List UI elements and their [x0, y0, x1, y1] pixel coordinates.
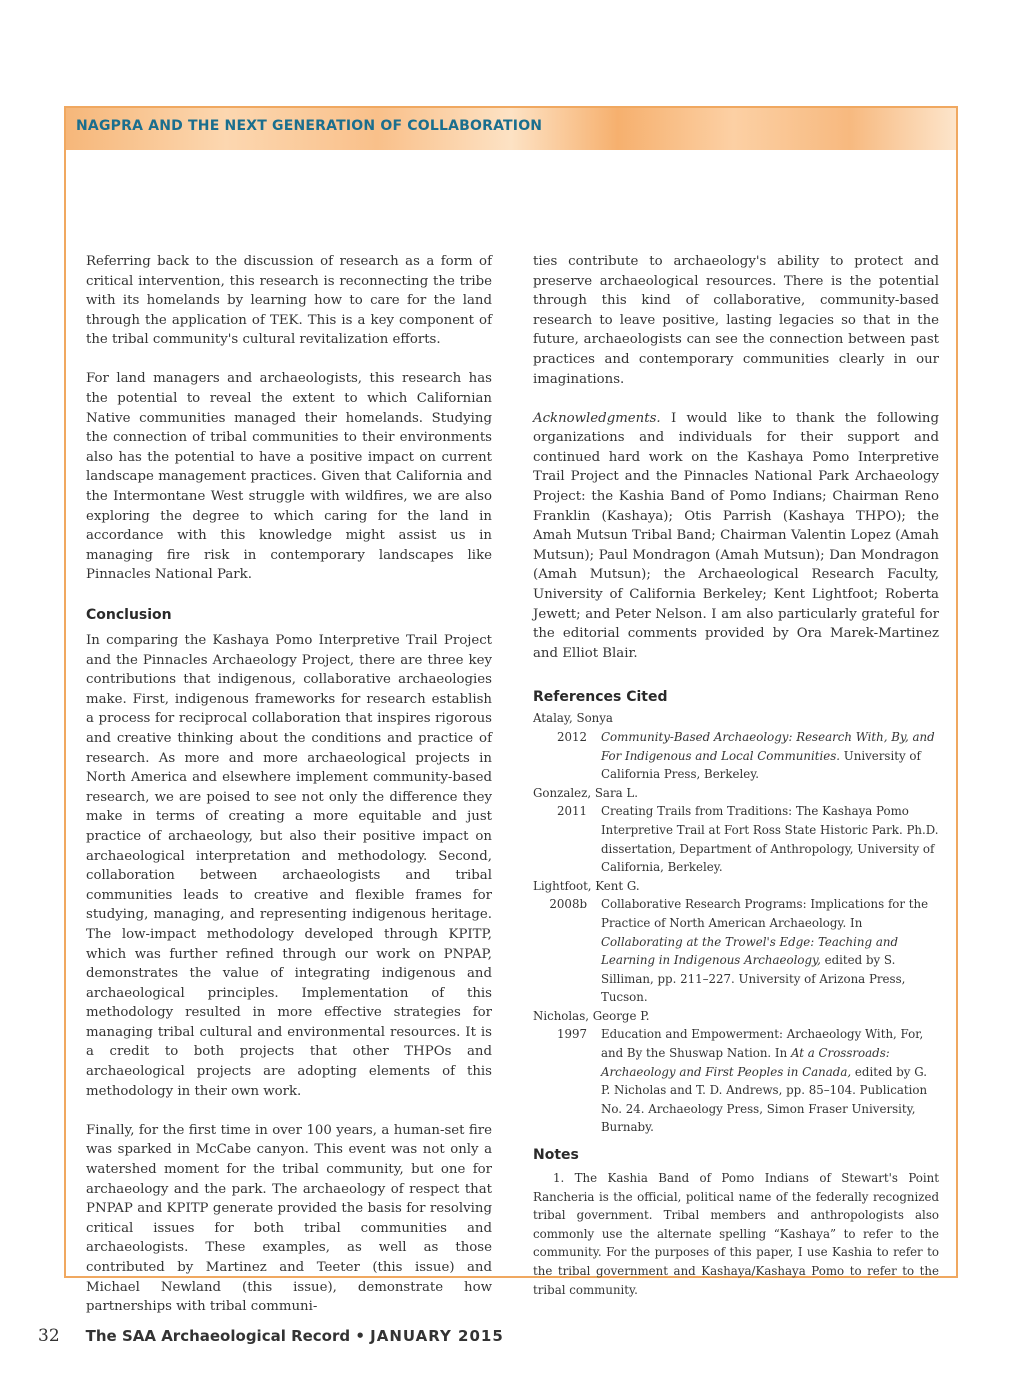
acknowledgments-label: Acknowledgments.: [533, 410, 661, 426]
reference-year: 1997: [556, 1027, 587, 1042]
paragraph: In comparing the Kashaya Pomo Interpretive Trail Project and the Pinnacles Archaeology Project, there are three key contributions that indigenous, collaborative archaeologies make. First, indigenous frameworks for research establish a process for reciprocal collaboration that inspires rigorous and creative thinking about the conditions and practice of research. As more and more archaeological projects in North America and elsewhere implement community-based research, we are poised to see not only the difference they make in terms of creating a more equitable and just practice of archaeology, but also their positive impact on archaeological interpretation and methodology. Second, collaboration between archaeologists and tribal communities leads to creative and flexible frames for studying, managing, and representing indigenous heritage. The low-impact methodology developed through KPITP, which was further refined through our work on PNPAP, demonstrates the value of integrating indigenous and archaeological principles. Implementation of this methodology resulted in more effective strategies for managing tribal cultural and environmental resources. It is a credit to both projects that other THPOs and archaeological projects are adopting elements of this methodology in their own work.: [86, 633, 492, 1099]
page-number: 32: [38, 1326, 60, 1346]
journal-title: The SAA Archaeological Record •: [85, 1327, 371, 1345]
paragraph: Finally, for the first time in over 100 years, a human-set fire was sparked in McCabe canyon. This event was not only a watershed moment for the tribal community, but one for archaeology and the park. The archaeology of respect that PNPAP and KPITP generate provided the basis for resolving critical issues for both tribal communities and archaeologists. These examples, as well as those contributed by Martinez and Teeter (this issue) and Michael Newland (this issue), demonstrate how partnerships with tribal communi-: [86, 1122, 492, 1315]
conclusion-heading: Conclusion: [86, 607, 172, 623]
reference-publisher: University of California Press, Berkeley.: [601, 748, 921, 782]
reference-chapter: Collaborative Research Programs: Implications for the Practice of North American Archaeology. In: [601, 897, 929, 930]
reference-chapter: Education and Empowerment: Archaeology With, For, and By the Shuswap Nation. In: [601, 1027, 924, 1061]
reference-title: Community-Based Archaeology: Research With, By, and For Indigenous and Local Communities.: [601, 729, 935, 763]
reference-text: [601, 728, 939, 784]
paragraph: For land managers and archaeologists, this research has the potential to reveal the extent to which Californian Native communities managed their homelands. Studying the connection of tribal communities to their environments also has the potential to have a positive impact on current landscape management practices. Given that California and the Intermontane West struggle with wildfires, we are also exploring the degree to which caring for the land in accordance with this knowledge might assist us in managing fire risk in contemporary landscapes like Pinnacles National Park.: [86, 371, 492, 583]
reference-entry: [533, 1025, 939, 1137]
note-1: 1. The Kashia Band of Pomo Indians of Stewart's Point Rancheria is the official, political name of the federally recognized tribal government. Tribal members and anthropologists also commonly use the alternate spelling “Kashaya” to refer to the community. For the purposes of this paper, I use Kashia to refer to the tribal government and Kashaya/Kashaya Pomo to refer to the tribal community.: [533, 1171, 939, 1297]
reference-entry: [533, 895, 939, 1007]
reference-year: 2012: [556, 729, 587, 744]
paragraph: Referring back to the discussion of research as a form of critical intervention, this research is reconnecting the tribe with its homelands by learning how to care for the land through the application of TEK. This is a key component of the tribal community's cultural revitalization efforts.: [86, 254, 492, 348]
reference-text: [601, 1025, 939, 1137]
reference-author: Gonzalez, Sara L.: [533, 785, 638, 800]
left-column: [86, 252, 492, 1336]
reference-author: Nicholas, George P.: [533, 1008, 650, 1023]
reference-book: At a Crossroads: Archaeology and First Peoples in Canada,: [601, 1046, 890, 1079]
page-footer: [38, 1326, 504, 1346]
reference-details: edited by G. P. Nicholas and T. D. Andrews, pp. 85–104. Publication No. 24. Archaeology Press, Simon Fraser University, Burnaby.: [601, 1064, 928, 1135]
paragraph-continuation: ties contribute to archaeology's ability to protect and preserve archaeological resources. There is the potential through this kind of collaborative, community-based research to leave positive, lasting legacies so that in the future, archaeologists can see the connection between past practices and contemporary communities clearly in our imaginations.: [533, 254, 939, 387]
reference-entry: [533, 802, 939, 876]
banner-title: NAGPRA AND THE NEXT GENERATION OF COLLABORATION: [76, 118, 543, 134]
acknowledgments: [533, 409, 939, 664]
references-heading: References Cited: [533, 689, 668, 706]
reference-entry: [533, 728, 939, 784]
reference-text: Creating Trails from Traditions: The Kashaya Pomo Interpretive Trail at Fort Ross State Historic Park. Ph.D. dissertation, Department of Anthropology, University of California, Berkeley.: [601, 804, 939, 875]
acknowledgments-text: I would like to thank the following organizations and individuals for their support and continued hard work on the Kashaya Pomo Interpretive Trail Project and the Pinnacles National Park Archaeology Project: the Kashia Band of Pomo Indians; Chairman Reno Franklin (Kashaya); Otis Parrish (Kashaya THPO); the Amah Mutsun Tribal Band; Chairman Valentin Lopez (Amah Mutsun); Paul Mondragon (Amah Mutsun); Dan Mondragon (Amah Mutsun); the Archaeological Research Faculty, University of California Berkeley; Kent Lightfoot; Roberta Jewett; and Peter Nelson. I am also particularly grateful for the editorial comments provided by Ora Marek-Martinez and Elliot Blair.: [533, 410, 939, 661]
reference-year: 2011: [556, 804, 587, 819]
reference-year: 2008b: [549, 897, 587, 912]
right-column: [533, 252, 939, 1299]
references-list: [533, 709, 939, 1137]
reference-author: Atalay, Sonya: [533, 711, 613, 726]
reference-book: Collaborating at the Trowel's Edge: Teaching and Learning in Indigenous Archaeology,: [601, 934, 898, 968]
reference-text: [601, 895, 939, 1007]
reference-author: Lightfoot, Kent G.: [533, 878, 640, 893]
reference-details: edited by S. Silliman, pp. 211–227. University of Arizona Press, Tucson.: [601, 953, 906, 1005]
notes-heading: Notes: [533, 1147, 579, 1164]
issue-date: JANUARY 2015: [370, 1327, 504, 1345]
section-banner: [66, 108, 956, 150]
